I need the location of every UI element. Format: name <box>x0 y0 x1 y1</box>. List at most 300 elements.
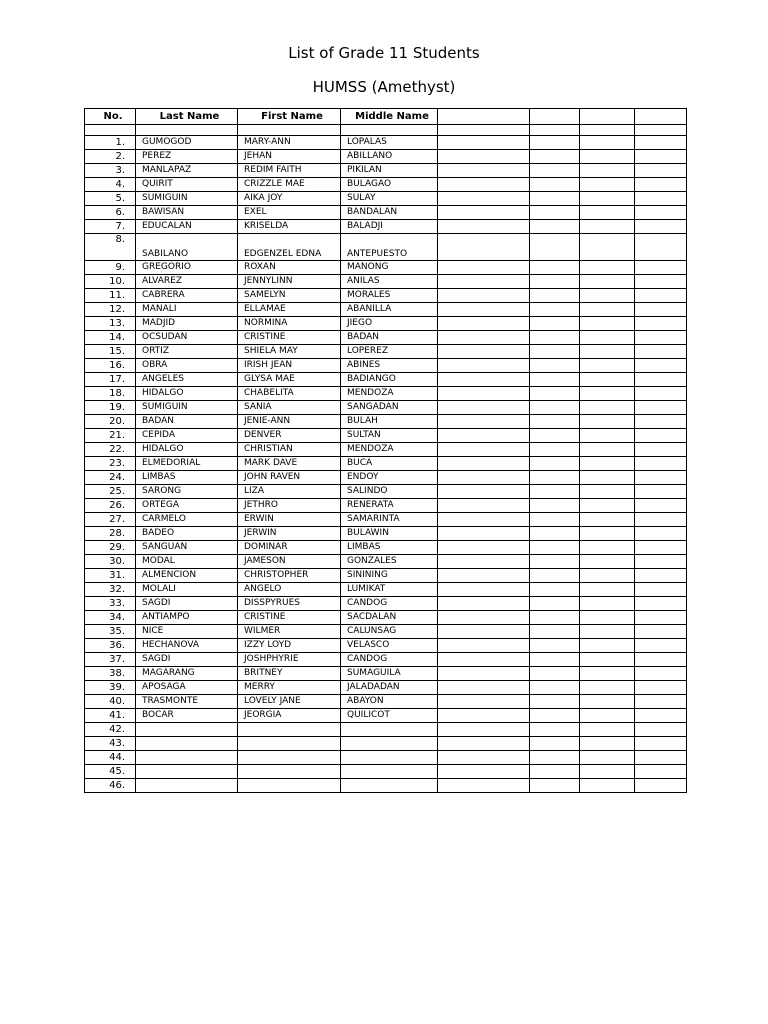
table-row <box>85 192 687 206</box>
table-row <box>85 681 687 695</box>
row-number: 25. <box>85 485 136 499</box>
first-name-cell: CHABELITA <box>238 387 341 401</box>
first-name-cell: MARK DAVE <box>238 457 341 471</box>
blank-cell <box>438 303 530 317</box>
blank-cell <box>530 681 580 695</box>
column-header-blank <box>580 109 635 125</box>
blank-cell <box>635 583 687 597</box>
table-row <box>85 275 687 289</box>
middle-name-cell: SUMAGUILA <box>341 667 438 681</box>
first-name-cell: SHIELA MAY <box>238 345 341 359</box>
table-row <box>85 317 687 331</box>
last-name-cell: ORTIZ <box>136 345 238 359</box>
row-number: 42. <box>85 723 136 737</box>
blank-cell <box>530 555 580 569</box>
row-number: 17. <box>85 373 136 387</box>
middle-name-cell: ABINES <box>341 359 438 373</box>
row-number: 28. <box>85 527 136 541</box>
middle-name-cell: SALINDO <box>341 485 438 499</box>
middle-name-cell <box>341 751 438 765</box>
middle-name-cell: ABANILLA <box>341 303 438 317</box>
blank-cell <box>438 499 530 513</box>
first-name-cell: ANGELO <box>238 583 341 597</box>
row-number: 41. <box>85 709 136 723</box>
middle-name-cell: MORALES <box>341 289 438 303</box>
middle-name-cell: RENERATA <box>341 499 438 513</box>
table-row <box>85 387 687 401</box>
blank-cell <box>438 569 530 583</box>
first-name-cell: ELLAMAE <box>238 303 341 317</box>
document-subtitle: HUMSS (Amethyst) <box>312 78 456 96</box>
blank-cell <box>530 765 580 779</box>
blank-cell <box>438 611 530 625</box>
blank-cell <box>530 234 580 261</box>
blank-cell <box>530 527 580 541</box>
blank-cell <box>580 527 635 541</box>
blank-cell <box>635 261 687 275</box>
middle-name-cell: BANDALAN <box>341 206 438 220</box>
table-row <box>85 429 687 443</box>
blank-cell <box>438 136 530 150</box>
last-name-cell: BADEO <box>136 527 238 541</box>
first-name-cell: CRIZZLE MAE <box>238 178 341 192</box>
last-name-cell: SUMIGUIN <box>136 401 238 415</box>
blank-cell <box>580 737 635 751</box>
last-name-cell: OCSUDAN <box>136 331 238 345</box>
blank-cell <box>530 779 580 793</box>
row-number: 32. <box>85 583 136 597</box>
row-number: 31. <box>85 569 136 583</box>
blank-cell <box>530 695 580 709</box>
first-name-cell: REDIM FAITH <box>238 164 341 178</box>
blank-cell <box>530 597 580 611</box>
last-name-cell: CEPIDA <box>136 429 238 443</box>
last-name-cell: OBRA <box>136 359 238 373</box>
table-row <box>85 513 687 527</box>
blank-cell <box>635 415 687 429</box>
table-row <box>85 597 687 611</box>
middle-name-cell: SAMARINTA <box>341 513 438 527</box>
table-row <box>85 289 687 303</box>
last-name-cell: LIMBAS <box>136 471 238 485</box>
blank-cell <box>438 751 530 765</box>
blank-cell <box>530 499 580 513</box>
blank-cell <box>580 639 635 653</box>
row-number: 6. <box>85 206 136 220</box>
blank-cell <box>635 765 687 779</box>
first-name-cell <box>238 751 341 765</box>
first-name-cell: ERWIN <box>238 513 341 527</box>
blank-cell <box>530 737 580 751</box>
blank-cell <box>635 234 687 261</box>
blank-cell <box>635 737 687 751</box>
middle-name-cell: BADIANGO <box>341 373 438 387</box>
table-row <box>85 303 687 317</box>
blank-cell <box>530 751 580 765</box>
table-row <box>85 234 687 261</box>
row-number: 37. <box>85 653 136 667</box>
row-number: 35. <box>85 625 136 639</box>
blank-cell <box>635 485 687 499</box>
blank-cell <box>438 737 530 751</box>
last-name-cell: SANGUAN <box>136 541 238 555</box>
middle-name-cell: CANDOG <box>341 597 438 611</box>
blank-cell <box>530 429 580 443</box>
student-roster-table <box>84 108 687 793</box>
blank-cell <box>580 401 635 415</box>
row-number: 19. <box>85 401 136 415</box>
table-body <box>85 125 687 793</box>
last-name-cell: CARMELO <box>136 513 238 527</box>
middle-name-cell: SULAY <box>341 192 438 206</box>
blank-cell <box>635 317 687 331</box>
first-name-cell: JEORGIA <box>238 709 341 723</box>
middle-name-cell: LOPALAS <box>341 136 438 150</box>
table-row <box>85 541 687 555</box>
middle-name-cell: BULAH <box>341 415 438 429</box>
row-number: 34. <box>85 611 136 625</box>
blank-cell <box>635 275 687 289</box>
middle-name-cell: SANGADAN <box>341 401 438 415</box>
blank-cell <box>530 164 580 178</box>
blank-cell <box>635 220 687 234</box>
first-name-cell: CRISTINE <box>238 331 341 345</box>
blank-cell <box>635 625 687 639</box>
row-number: 27. <box>85 513 136 527</box>
blank-cell <box>580 471 635 485</box>
row-number: 23. <box>85 457 136 471</box>
blank-cell <box>438 625 530 639</box>
blank-cell <box>580 541 635 555</box>
blank-cell <box>635 695 687 709</box>
blank-cell <box>530 667 580 681</box>
blank-cell <box>530 345 580 359</box>
table-row <box>85 625 687 639</box>
last-name-cell: PEREZ <box>136 150 238 164</box>
blank-cell <box>635 723 687 737</box>
blank-cell <box>438 513 530 527</box>
last-name-cell: BOCAR <box>136 709 238 723</box>
last-name-cell: MAGARANG <box>136 667 238 681</box>
middle-name-cell <box>341 765 438 779</box>
middle-name-cell: ABAYON <box>341 695 438 709</box>
blank-cell <box>580 206 635 220</box>
last-name-cell: ALVAREZ <box>136 275 238 289</box>
table-row <box>85 485 687 499</box>
table-row <box>85 136 687 150</box>
blank-cell <box>635 527 687 541</box>
blank-cell <box>635 331 687 345</box>
row-number: 36. <box>85 639 136 653</box>
table-row <box>85 261 687 275</box>
blank-cell <box>635 192 687 206</box>
spacer-row <box>85 125 687 136</box>
row-number: 9. <box>85 261 136 275</box>
blank-cell <box>438 150 530 164</box>
middle-name-cell: LIMBAS <box>341 541 438 555</box>
table-row <box>85 639 687 653</box>
row-number: 20. <box>85 415 136 429</box>
blank-cell <box>438 234 530 261</box>
table-row <box>85 779 687 793</box>
blank-cell <box>438 387 530 401</box>
blank-cell <box>580 681 635 695</box>
table-row <box>85 765 687 779</box>
blank-cell <box>635 555 687 569</box>
last-name-cell <box>136 779 238 793</box>
blank-cell <box>530 625 580 639</box>
first-name-cell: LIZA <box>238 485 341 499</box>
row-number: 4. <box>85 178 136 192</box>
first-name-cell: KRISELDA <box>238 220 341 234</box>
row-number: 39. <box>85 681 136 695</box>
last-name-cell: SARONG <box>136 485 238 499</box>
middle-name-cell: CALUNSAG <box>341 625 438 639</box>
row-number: 11. <box>85 289 136 303</box>
blank-cell <box>580 373 635 387</box>
blank-cell <box>580 317 635 331</box>
middle-name-cell <box>341 723 438 737</box>
table-row <box>85 206 687 220</box>
blank-cell <box>438 709 530 723</box>
middle-name-cell: MENDOZA <box>341 443 438 457</box>
row-number: 7. <box>85 220 136 234</box>
last-name-cell: MANALI <box>136 303 238 317</box>
middle-name-cell: MENDOZA <box>341 387 438 401</box>
table-row <box>85 695 687 709</box>
last-name-cell: NICE <box>136 625 238 639</box>
first-name-cell: MERRY <box>238 681 341 695</box>
blank-cell <box>635 457 687 471</box>
blank-cell <box>580 164 635 178</box>
last-name-cell: HECHANOVA <box>136 639 238 653</box>
blank-cell <box>530 513 580 527</box>
blank-cell <box>530 192 580 206</box>
last-name-cell: QUIRIT <box>136 178 238 192</box>
blank-cell <box>530 457 580 471</box>
blank-cell <box>635 303 687 317</box>
first-name-cell: JOSHPHYRIE <box>238 653 341 667</box>
blank-cell <box>580 359 635 373</box>
first-name-cell: IZZY LOYD <box>238 639 341 653</box>
first-name-cell <box>238 765 341 779</box>
middle-name-cell: BALADJI <box>341 220 438 234</box>
table-row <box>85 709 687 723</box>
table-row <box>85 527 687 541</box>
last-name-cell: MODAL <box>136 555 238 569</box>
table-header-row <box>85 109 687 125</box>
blank-cell <box>530 723 580 737</box>
column-header-blank <box>438 109 530 125</box>
middle-name-cell: JALADADAN <box>341 681 438 695</box>
last-name-cell: MADJID <box>136 317 238 331</box>
blank-cell <box>530 401 580 415</box>
blank-cell <box>438 275 530 289</box>
middle-name-cell <box>341 737 438 751</box>
blank-cell <box>580 415 635 429</box>
last-name-cell <box>136 737 238 751</box>
last-name-cell: GREGORIO <box>136 261 238 275</box>
blank-cell <box>438 331 530 345</box>
last-name-cell <box>136 751 238 765</box>
row-number: 29. <box>85 541 136 555</box>
document-title: List of Grade 11 Students <box>288 44 480 62</box>
blank-cell <box>438 192 530 206</box>
row-number: 21. <box>85 429 136 443</box>
blank-cell <box>635 751 687 765</box>
table-row <box>85 401 687 415</box>
table-row <box>85 569 687 583</box>
blank-cell <box>438 457 530 471</box>
blank-cell <box>635 178 687 192</box>
last-name-cell: CABRERA <box>136 289 238 303</box>
blank-cell <box>635 401 687 415</box>
first-name-cell: SANIA <box>238 401 341 415</box>
middle-name-cell: LOPEREZ <box>341 345 438 359</box>
table-row <box>85 555 687 569</box>
blank-cell <box>438 164 530 178</box>
column-header-no: No. <box>85 109 136 125</box>
first-name-cell: JETHRO <box>238 499 341 513</box>
first-name-cell: IRISH JEAN <box>238 359 341 373</box>
row-number: 5. <box>85 192 136 206</box>
table-row <box>85 220 687 234</box>
blank-cell <box>580 667 635 681</box>
blank-cell <box>438 597 530 611</box>
first-name-cell: LOVELY JANE <box>238 695 341 709</box>
blank-cell <box>635 709 687 723</box>
column-header-last-name: Last Name <box>136 109 238 125</box>
column-header-blank <box>635 109 687 125</box>
row-number: 12. <box>85 303 136 317</box>
blank-cell <box>530 387 580 401</box>
row-number: 8. <box>85 234 136 261</box>
blank-cell <box>635 499 687 513</box>
blank-cell <box>635 611 687 625</box>
row-number: 14. <box>85 331 136 345</box>
blank-cell <box>580 387 635 401</box>
blank-cell <box>635 136 687 150</box>
blank-cell <box>580 695 635 709</box>
column-header-blank <box>530 109 580 125</box>
first-name-cell: BRITNEY <box>238 667 341 681</box>
blank-cell <box>635 150 687 164</box>
first-name-cell: JEHAN <box>238 150 341 164</box>
row-number: 10. <box>85 275 136 289</box>
blank-cell <box>580 150 635 164</box>
blank-cell <box>530 471 580 485</box>
last-name-cell: SABILANO <box>136 234 238 261</box>
blank-cell <box>635 387 687 401</box>
blank-cell <box>438 485 530 499</box>
middle-name-cell: GONZALES <box>341 555 438 569</box>
middle-name-cell: JIEGO <box>341 317 438 331</box>
first-name-cell: EXEL <box>238 206 341 220</box>
row-number: 44. <box>85 751 136 765</box>
blank-cell <box>530 136 580 150</box>
blank-cell <box>438 220 530 234</box>
blank-cell <box>580 709 635 723</box>
blank-cell <box>580 289 635 303</box>
middle-name-cell: PIKILAN <box>341 164 438 178</box>
column-header-middle-name: Middle Name <box>341 109 438 125</box>
first-name-cell <box>238 737 341 751</box>
last-name-cell: SAGDI <box>136 653 238 667</box>
first-name-cell: SAMELYN <box>238 289 341 303</box>
blank-cell <box>438 765 530 779</box>
blank-cell <box>635 471 687 485</box>
blank-cell <box>530 150 580 164</box>
table-row <box>85 345 687 359</box>
blank-cell <box>438 415 530 429</box>
blank-cell <box>635 541 687 555</box>
row-number: 45. <box>85 765 136 779</box>
blank-cell <box>635 597 687 611</box>
row-number: 2. <box>85 150 136 164</box>
last-name-cell: BADAN <box>136 415 238 429</box>
row-number: 1. <box>85 136 136 150</box>
table-row <box>85 499 687 513</box>
blank-cell <box>530 178 580 192</box>
first-name-cell: JENNYLINN <box>238 275 341 289</box>
row-number: 16. <box>85 359 136 373</box>
blank-cell <box>438 261 530 275</box>
table-row <box>85 611 687 625</box>
blank-cell <box>438 443 530 457</box>
last-name-cell: ANTIAMPO <box>136 611 238 625</box>
middle-name-cell: CANDOG <box>341 653 438 667</box>
blank-cell <box>438 681 530 695</box>
blank-cell <box>580 779 635 793</box>
blank-cell <box>580 192 635 206</box>
last-name-cell <box>136 723 238 737</box>
first-name-cell: GLYSA MAE <box>238 373 341 387</box>
blank-cell <box>438 178 530 192</box>
blank-cell <box>438 555 530 569</box>
blank-cell <box>530 317 580 331</box>
blank-cell <box>530 359 580 373</box>
table-row <box>85 667 687 681</box>
last-name-cell: TRASMONTE <box>136 695 238 709</box>
column-header-first-name: First Name <box>238 109 341 125</box>
blank-cell <box>580 345 635 359</box>
blank-cell <box>635 206 687 220</box>
first-name-cell: WILMER <box>238 625 341 639</box>
row-number: 3. <box>85 164 136 178</box>
table-row <box>85 359 687 373</box>
blank-cell <box>530 485 580 499</box>
middle-name-cell: BADAN <box>341 331 438 345</box>
first-name-cell: DENVER <box>238 429 341 443</box>
blank-cell <box>530 653 580 667</box>
blank-cell <box>635 443 687 457</box>
blank-cell <box>580 765 635 779</box>
first-name-cell: AIKA JOY <box>238 192 341 206</box>
blank-cell <box>530 303 580 317</box>
blank-cell <box>635 569 687 583</box>
blank-cell <box>580 597 635 611</box>
blank-cell <box>438 373 530 387</box>
blank-cell <box>438 206 530 220</box>
blank-cell <box>530 583 580 597</box>
blank-cell <box>530 443 580 457</box>
blank-cell <box>580 220 635 234</box>
table-row <box>85 373 687 387</box>
middle-name-cell: SACDALAN <box>341 611 438 625</box>
blank-cell <box>438 639 530 653</box>
last-name-cell: ELMEDORIAL <box>136 457 238 471</box>
middle-name-cell <box>341 779 438 793</box>
